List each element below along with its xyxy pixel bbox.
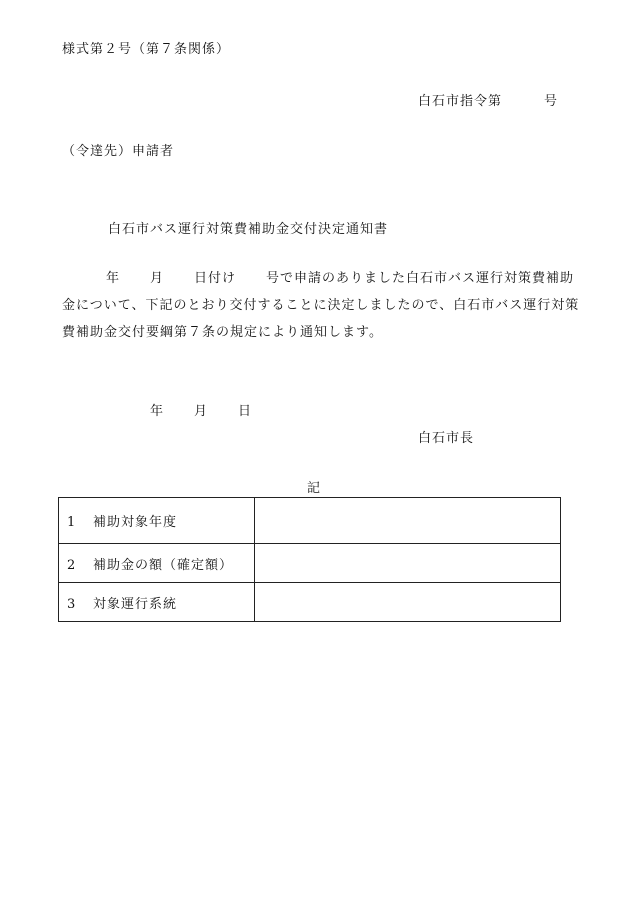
item-number: 1 bbox=[67, 515, 77, 530]
signatory: 白石市長 bbox=[418, 431, 475, 446]
addressee: （令達先）申請者 bbox=[62, 144, 175, 159]
order-number bbox=[418, 90, 558, 109]
document-title: 白石市バス運行対策費補助金交付決定通知書 bbox=[108, 222, 389, 237]
date-month: 月 bbox=[194, 404, 209, 419]
table-row bbox=[59, 498, 561, 544]
item-number: 3 bbox=[67, 596, 77, 612]
body-year: 年 bbox=[106, 271, 121, 286]
form-label: 様式第２号（第７条関係） bbox=[62, 42, 231, 57]
item-label: 補助金の額（確定額） bbox=[93, 557, 234, 573]
date-year: 年 bbox=[150, 404, 165, 419]
item-label: 補助対象年度 bbox=[93, 515, 178, 530]
table-row bbox=[59, 544, 561, 583]
item-label-cell bbox=[59, 498, 255, 544]
item-label-cell bbox=[59, 544, 255, 583]
item-number: 2 bbox=[67, 557, 77, 573]
item-label-cell bbox=[59, 583, 255, 622]
ki-heading: 記 bbox=[307, 481, 322, 496]
item-value-cell bbox=[255, 583, 561, 622]
notice-date bbox=[150, 400, 252, 419]
item-value-cell bbox=[255, 498, 561, 544]
body-day-dated: 日付け bbox=[194, 271, 237, 286]
date-day: 日 bbox=[238, 404, 253, 419]
order-number-prefix: 白石市指令第 bbox=[418, 94, 503, 109]
detail-table bbox=[58, 497, 561, 622]
table-row bbox=[59, 583, 561, 622]
order-number-suffix: 号 bbox=[544, 94, 559, 109]
item-value-cell bbox=[255, 544, 561, 583]
body-month: 月 bbox=[150, 271, 165, 286]
notice-body bbox=[62, 265, 582, 346]
item-label: 対象運行系統 bbox=[93, 596, 178, 612]
body-text: 号で申請のありました白石市バス運行対策費補助金について、下記のとおり交付することに決定しましたので、白石市バス運行対策費補助金交付要綱第７条の規定により通知します。 bbox=[62, 271, 580, 340]
